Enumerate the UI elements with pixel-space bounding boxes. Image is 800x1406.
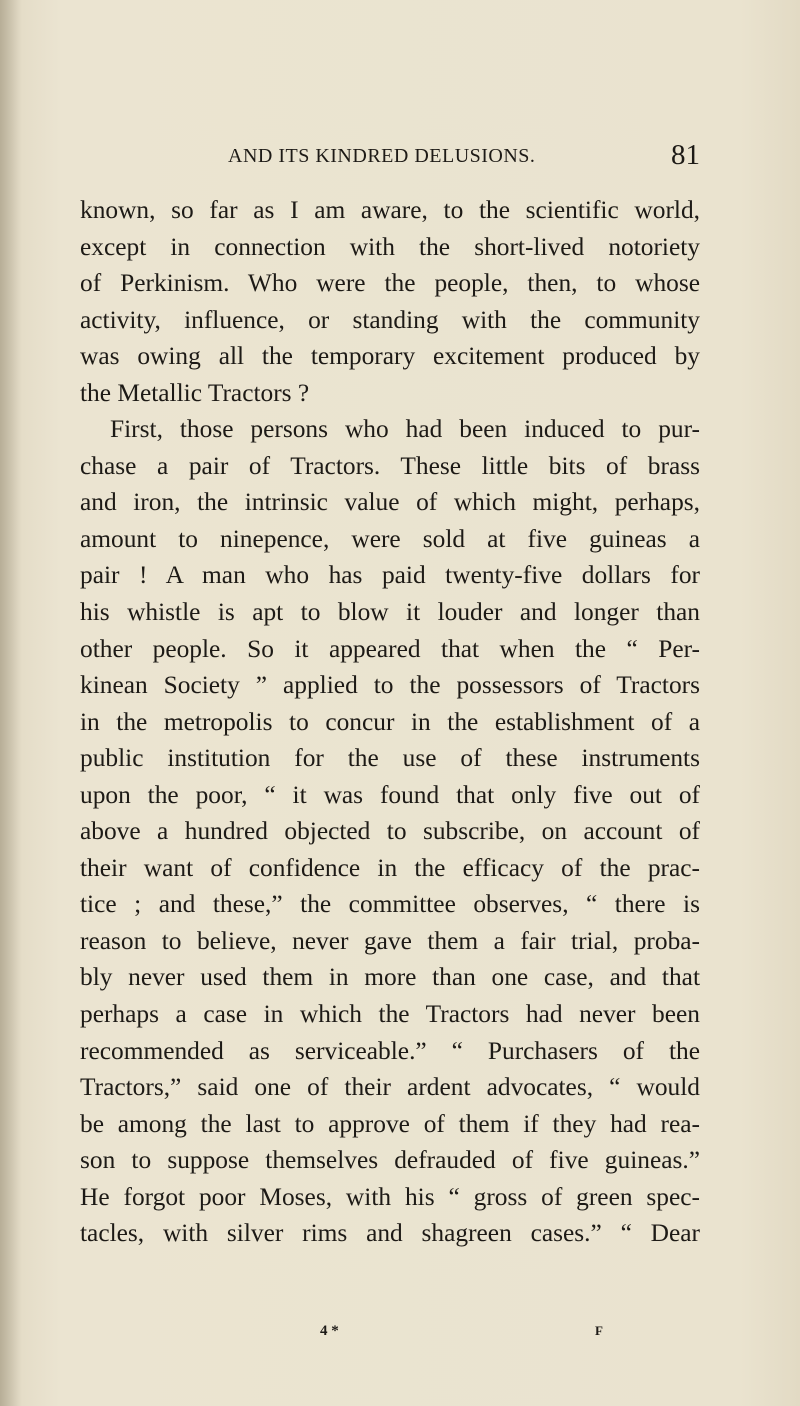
text-line: of Perkinism. Who were the people, then, to whose [80,269,700,298]
text-line: kinean Society ” applied to the possessors of Tractors [80,671,700,700]
signature-letter: F [595,1323,603,1338]
text-line: their want of confidence in the efficacy of the prac- [80,853,700,882]
signature-mark: 4 * [320,1323,339,1339]
text-line: amount to ninepence, were sold at five guineas a [80,524,700,553]
text-line: other people. So it appeared that when the “ Per- [80,634,700,663]
text-line: upon the poor, “ it was found that only five out of [80,780,700,809]
page-number: 81 [671,139,700,171]
page-footer [80,1320,700,1342]
text-line: tacles, with silver rims and shagreen cases.” “ Dear [80,1219,700,1248]
text-line: be among the last to approve of them if they had rea- [80,1109,700,1138]
text-line: Tractors,” said one of their ardent advocates, “ would [80,1073,700,1102]
text-line: recommended as serviceable.” “ Purchasers of the [80,1036,700,1065]
text-line: son to suppose themselves defrauded of five guineas.” [80,1146,700,1175]
gutter-shadow [0,0,22,1406]
text-line: in the metropolis to concur in the establishment of a [80,707,700,736]
text-line: bly never used them in more than one case, and that [80,963,700,992]
text-line: tice ; and these,” the committee observes, “ there is [80,890,700,919]
text-line: the Metallic Tractors ? [80,378,310,407]
text-line: reason to believe, never gave them a fair trial, proba- [80,926,700,955]
text-line: except in connection with the short-lived notoriety [80,232,700,261]
text-line: above a hundred objected to subscribe, on account of [80,817,700,846]
text-line: First, those persons who had been induced to pur- [110,415,700,444]
running-head: AND ITS KINDRED DELUSIONS. [228,145,536,167]
text-line: was owing all the temporary excitement produced by [80,342,700,371]
text-line: and iron, the intrinsic value of which might, perhaps, [80,488,700,517]
text-line: public institution for the use of these instruments [80,744,700,773]
text-line: chase a pair of Tractors. These little bits of brass [80,451,700,480]
text-line: his whistle is apt to blow it louder and longer than [80,598,700,627]
text-line: perhaps a case in which the Tractors had never been [80,1000,700,1029]
text-line: activity, influence, or standing with the community [80,305,700,334]
text-line: He forgot poor Moses, with his “ gross of green spec- [80,1182,700,1211]
text-line: known, so far as I am aware, to the scientific world, [80,196,700,224]
page-header [80,140,700,172]
text-line: pair ! A man who has paid twenty-five dollars for [80,561,700,590]
body-text [80,192,700,1252]
